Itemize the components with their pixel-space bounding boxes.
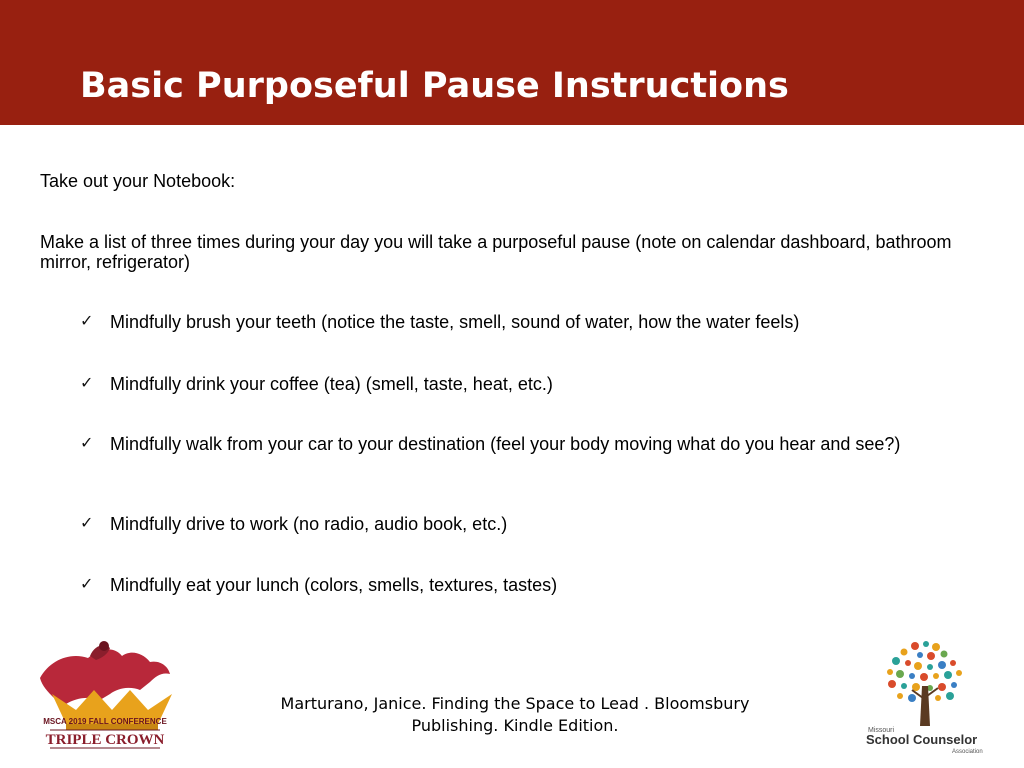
checkmark-icon: ✓ (80, 576, 94, 593)
dotted-tree-logo-icon (860, 636, 990, 756)
slide-title: Basic Purposeful Pause Instructions (80, 66, 789, 106)
horse-crown-logo-icon (30, 638, 180, 753)
checkmark-icon: ✓ (80, 375, 94, 392)
checkmark-icon: ✓ (80, 515, 94, 532)
association-name-text: School Counselor (866, 732, 978, 747)
checklist-item-text: Mindfully walk from your car to your destination (feel your body moving what do you hear and see?) (110, 434, 901, 454)
citation-line-2: Publishing. Kindle Edition. (411, 716, 619, 735)
checkmark-icon: ✓ (80, 435, 94, 452)
association-sub-text: Association (952, 749, 983, 755)
conference-logo (30, 638, 180, 753)
intro-text-1: Take out your Notebook: (40, 171, 236, 191)
checkmark-icon: ✓ (80, 313, 94, 330)
checklist-item-text: Mindfully eat your lunch (colors, smells, textures, tastes) (110, 575, 558, 595)
intro-text-2: Make a list of three times during your day you will take a purposeful pause (note on calendar dashboard, bathroom mirror, refrigerator) (40, 232, 952, 272)
association-small-text: Missouri (868, 727, 895, 734)
checklist-item-text: Mindfully drive to work (no radio, audio book, etc.) (110, 514, 508, 534)
citation (270, 693, 760, 737)
title-bar (0, 0, 1024, 125)
checklist-item-text: Mindfully drink your coffee (tea) (smell, taste, heat, etc.) (110, 374, 553, 394)
conference-text: MSCA 2019 FALL CONFERENCE (43, 717, 167, 726)
triple-crown-text: TRIPLE CROWN (45, 732, 165, 748)
association-logo (860, 636, 990, 756)
citation-line-1: Marturano, Janice. Finding the Space to Lead . Bloomsbury (280, 694, 750, 713)
checklist-item-text: Mindfully brush your teeth (notice the taste, smell, sound of water, how the water feels) (110, 312, 800, 332)
